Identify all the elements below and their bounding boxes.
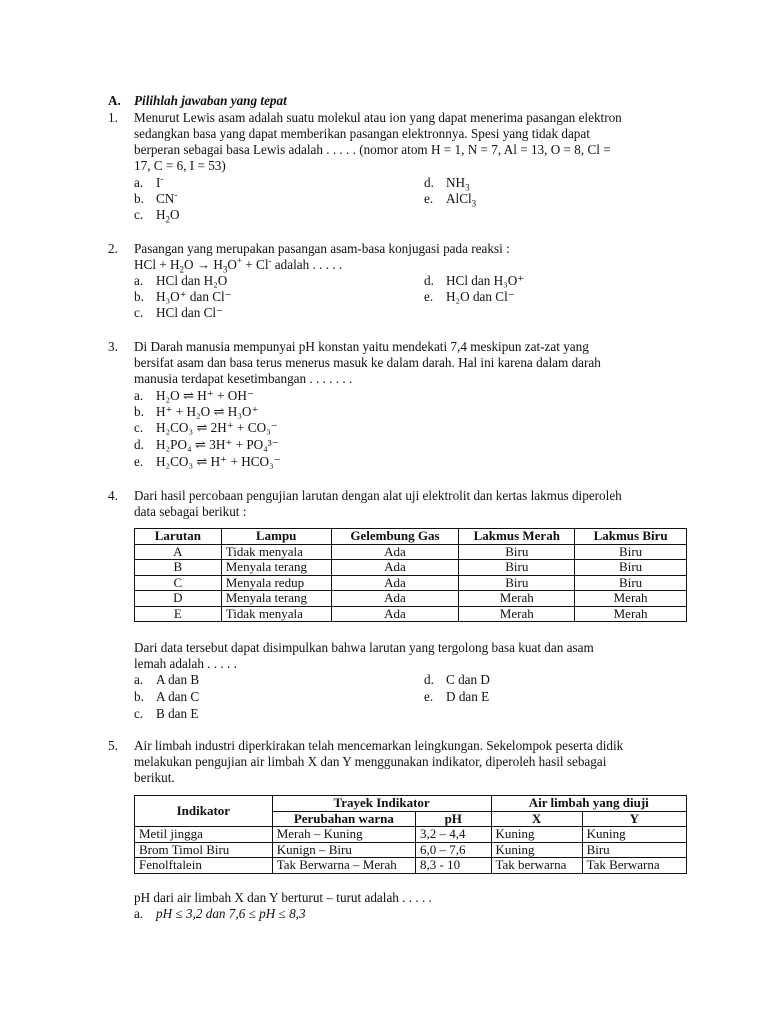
option-letter: b.: [134, 689, 144, 704]
table-cell: D: [135, 591, 222, 607]
q4-number: 4.: [108, 488, 118, 503]
table-cell: Tidak menyala: [221, 544, 331, 560]
table-row: [135, 591, 687, 607]
table-header-cell: Lakmus Biru: [575, 529, 687, 545]
q4-option-c[interactable]: c. B dan E: [134, 706, 199, 721]
option-letter: b.: [134, 289, 144, 304]
option-letter: e.: [424, 289, 434, 304]
table-cell: Kunign – Biru: [272, 842, 415, 858]
option-letter: c.: [134, 420, 144, 435]
option-letter: a.: [134, 273, 144, 288]
table-row: [135, 606, 687, 622]
q5-indicator-table: [134, 795, 687, 874]
table-header-cell: Air limbah yang diuji: [491, 796, 687, 812]
table-cell: Kuning: [491, 842, 582, 858]
q4-option-d[interactable]: d. C dan D: [424, 672, 490, 687]
option-letter: e.: [134, 454, 144, 469]
table-cell: Merah – Kuning: [272, 827, 415, 843]
table-cell: Tak berwarna: [491, 858, 582, 874]
q3-option-e[interactable]: e. H₂CO₃ ⇌ H⁺ + HCO₃⁻: [134, 454, 281, 469]
section-title: Pilihlah jawaban yang tepat: [134, 93, 287, 108]
table-header-row: [135, 529, 687, 545]
option-letter: d.: [424, 672, 434, 687]
table-header-cell: Trayek Indikator: [272, 796, 491, 812]
table-cell: Fenolftalein: [135, 858, 273, 874]
table-row: [135, 842, 687, 858]
table-header-cell: Gelembung Gas: [331, 529, 459, 545]
option-letter: c.: [134, 706, 144, 721]
q4-text-line: data sebagai berikut :: [134, 504, 247, 519]
option-letter: b.: [134, 191, 144, 206]
option-letter: d.: [424, 273, 434, 288]
table-cell: Merah: [575, 606, 687, 622]
table-cell: Menyala redup: [221, 575, 331, 591]
table-cell: Kuning: [582, 827, 686, 843]
table-header-cell: Lakmus Merah: [459, 529, 575, 545]
table-row: [135, 827, 687, 843]
table-cell: Ada: [331, 544, 459, 560]
table-cell: Merah: [575, 591, 687, 607]
option-letter: b.: [134, 404, 144, 419]
q1-option-d[interactable]: d. $NH_3$: [424, 175, 470, 193]
q4-after-line: lemah adalah . . . . .: [134, 656, 237, 671]
q2-option-c[interactable]: c. HCl dan Cl⁻: [134, 305, 224, 320]
table-cell: Biru: [575, 560, 687, 576]
q3-option-c[interactable]: c. H₂CO₃ ⇌ 2H⁺ + CO₃⁻: [134, 420, 278, 435]
table-cell: Metil jingga: [135, 827, 273, 843]
table-header-cell: Perubahan warna: [272, 811, 415, 827]
q2-option-e[interactable]: e. H₂O dan Cl⁻: [424, 289, 515, 304]
table-cell: A: [135, 544, 222, 560]
table-cell: Menyala terang: [221, 560, 331, 576]
q2-reaction: HCl + $H_2O \to H_3O^+ + Cl^-$ adalah . . . . .: [134, 255, 343, 275]
table-cell: Ada: [331, 560, 459, 576]
q1-text-line: sedangkan basa yang dapat memberikan pasangan elektronnya. Spesi yang tidak dapat: [134, 126, 590, 141]
option-letter: a.: [134, 388, 144, 403]
q3-text-line: bersifat asam dan basa terus menerus masuk ke dalam darah. Hal ini karena dalam darah: [134, 355, 601, 370]
table-cell: Tidak menyala: [221, 606, 331, 622]
q5-text-line: melakukan pengujian air limbah X dan Y menggunakan indikator, diperoleh hasil sebagai: [134, 754, 607, 769]
table-cell: Merah: [459, 606, 575, 622]
table-cell: C: [135, 575, 222, 591]
option-letter: e.: [424, 689, 434, 704]
q4-option-b[interactable]: b. A dan C: [134, 689, 200, 704]
q3-option-d[interactable]: d. H₂PO₄ ⇌ 3H⁺ + PO₄³⁻: [134, 437, 279, 452]
q3-number: 3.: [108, 339, 118, 354]
q3-option-b[interactable]: b. H⁺ + H₂O ⇌ H₃O⁺: [134, 404, 259, 419]
table-cell: E: [135, 606, 222, 622]
table-row: [135, 575, 687, 591]
q4-text-line: Dari hasil percobaan pengujian larutan dengan alat uji elektrolit dan kertas lakmus diperoleh: [134, 488, 622, 503]
table-cell: Ada: [331, 606, 459, 622]
table-header-row: [135, 796, 687, 812]
section-letter: A.: [108, 93, 121, 108]
option-letter: e.: [424, 191, 434, 206]
q3-text-line: Di Darah manusia mempunyai pH konstan yaitu mendekati 7,4 meskipun zat-zat yang: [134, 339, 589, 354]
q3-option-a[interactable]: a. H₂O ⇌ H⁺ + OH⁻: [134, 388, 254, 403]
table-cell: Tak Berwarna: [582, 858, 686, 874]
table-cell: Ada: [331, 575, 459, 591]
q5-text-line: berikut.: [134, 770, 175, 785]
table-row: [135, 560, 687, 576]
table-header-cell: Larutan: [135, 529, 222, 545]
table-header-cell: Indikator: [135, 796, 273, 827]
table-row: [135, 544, 687, 560]
table-cell: Biru: [582, 842, 686, 858]
option-letter: d.: [424, 175, 434, 190]
option-letter: a.: [134, 906, 144, 921]
q2-option-b[interactable]: b. H₃O⁺ dan Cl⁻: [134, 289, 232, 304]
option-letter: a.: [134, 672, 144, 687]
q2-option-a[interactable]: a. HCl dan H₂O: [134, 273, 228, 288]
table-cell: 8,3 - 10: [415, 858, 491, 874]
table-cell: Biru: [575, 575, 687, 591]
table-cell: 6,0 – 7,6: [415, 842, 491, 858]
q4-option-a[interactable]: a. A dan B: [134, 672, 200, 687]
table-cell: B: [135, 560, 222, 576]
table-cell: Biru: [459, 544, 575, 560]
q1-option-a[interactable]: a. I-: [134, 173, 164, 190]
q1-text-line: Menurut Lewis asam adalah suatu molekul atau ion yang dapat menerima pasangan elektron: [134, 110, 622, 125]
table-cell: Tak Berwarna – Merah: [272, 858, 415, 874]
q1-option-e[interactable]: e. AlCl$_3$: [424, 191, 477, 209]
q1-option-b[interactable]: b. CN-: [134, 189, 178, 206]
q2-option-d[interactable]: d. HCl dan H₃O⁺: [424, 273, 525, 288]
q2-text-line: Pasangan yang merupakan pasangan asam-basa konjugasi pada reaksi :: [134, 241, 510, 256]
q2-number: 2.: [108, 241, 118, 256]
q4-data-table: [134, 528, 687, 622]
q1-number: 1.: [108, 110, 118, 125]
table-cell: Biru: [459, 560, 575, 576]
option-letter: c.: [134, 207, 144, 222]
table-cell: Brom Timol Biru: [135, 842, 273, 858]
table-cell: Merah: [459, 591, 575, 607]
q1-text-line: berperan sebagai basa Lewis adalah . . . . . (nomor atom H = 1, N = 7, Al = 13, O = 8, Cl =: [134, 142, 611, 157]
q5-after-line: pH dari air limbah X dan Y berturut – turut adalah . . . . .: [134, 890, 432, 905]
table-cell: Ada: [331, 591, 459, 607]
table-header-cell: pH: [415, 811, 491, 827]
table-cell: 3,2 – 4,4: [415, 827, 491, 843]
option-letter: a.: [134, 175, 144, 190]
table-row: [135, 858, 687, 874]
option-letter: c.: [134, 305, 144, 320]
table-header-cell: Y: [582, 811, 686, 827]
table-cell: Kuning: [491, 827, 582, 843]
option-letter: d.: [134, 437, 144, 452]
q3-text-line: manusia terdapat kesetimbangan . . . . . . .: [134, 371, 353, 386]
table-cell: Biru: [575, 544, 687, 560]
table-header-cell: X: [491, 811, 582, 827]
q5-text-line: Air limbah industri diperkirakan telah mencemarkan leingkungan. Sekelompok peserta didik: [134, 738, 624, 753]
table-cell: Biru: [459, 575, 575, 591]
q5-number: 5.: [108, 738, 118, 753]
q1-text-line: 17, C = 6, I = 53): [134, 158, 226, 173]
q4-after-line: Dari data tersebut dapat disimpulkan bahwa larutan yang tergolong basa kuat dan asam: [134, 640, 594, 655]
table-header-cell: Lampu: [221, 529, 331, 545]
q4-option-e[interactable]: e. D dan E: [424, 689, 490, 704]
q5-option-a[interactable]: a. pH ≤ 3,2 dan 7,6 ≤ pH ≤ 8,3: [134, 906, 306, 921]
table-cell: Menyala terang: [221, 591, 331, 607]
q1-option-c[interactable]: c. $H_2O$: [134, 207, 180, 225]
